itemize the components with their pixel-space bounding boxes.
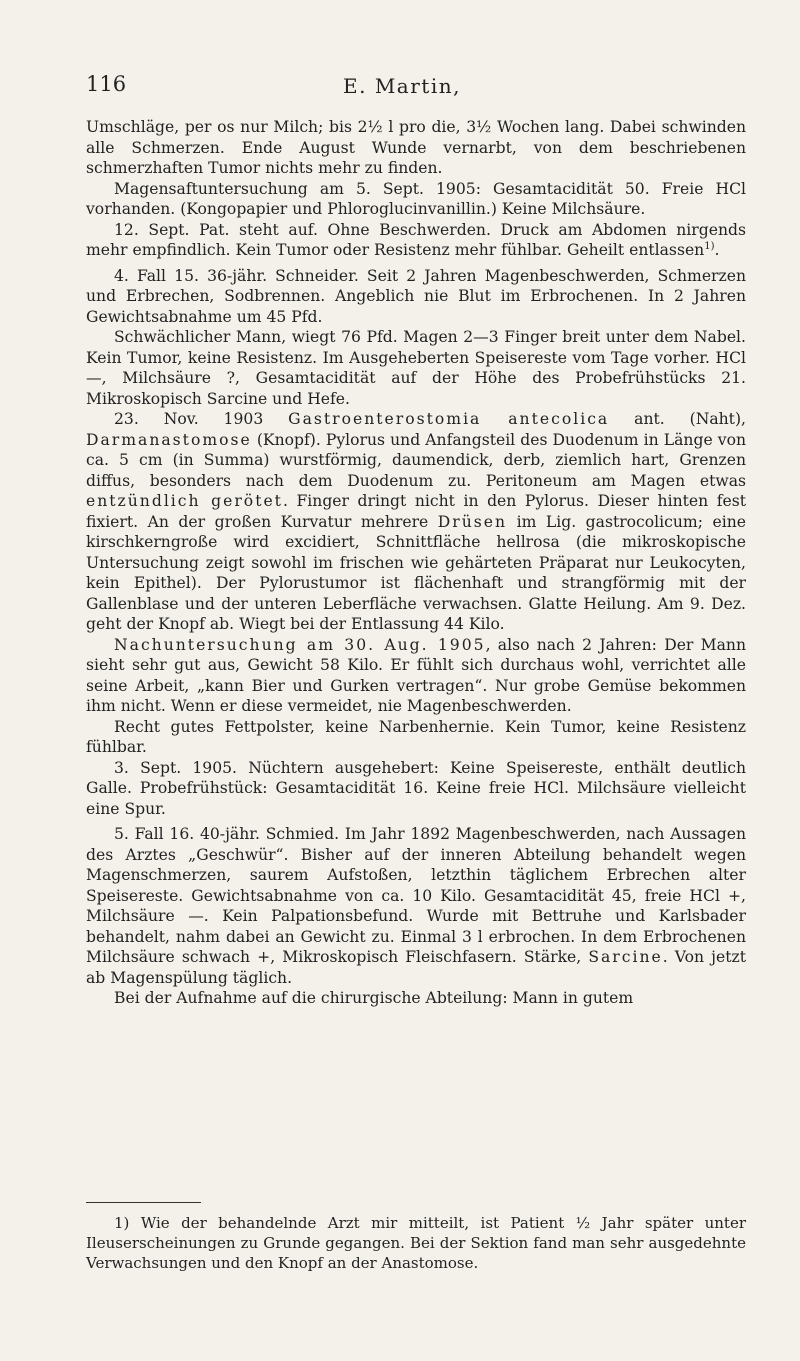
paragraph: 4. Fall 15. 36-jähr. Schneider. Seit 2 Jahren Magenbeschwerden, Schmerzen und Erbrechen, Sodbrennen. Angeblich nie Blut im Erbrochenen. In 2 Jahren Gewichtsabnahme um 45 Pfd. [86,266,746,326]
paragraph: 3. Sept. 1905. Nüchtern ausgehebert: Keine Speisereste, enthält deutlich Galle. Probefrühstück: Gesamtacidität 16. Keine freie HCl. Milchsäure vielleicht eine Spur. [86,758,746,818]
text-run: 12. Sept. Pat. steht auf. Ohne Beschwerden. Druck am Abdomen nirgends mehr empfindlich. Kein Tumor oder Resistenz mehr fühlbar. Geheilt entlassen [86,220,746,259]
text-run: . Finger dringt nicht in den Pylorus. Dieser hinten fest fixiert. An der großen Kurvatur mehrere [86,492,746,531]
spaced-term: Nachuntersuchung am 30. Aug. 1905 [114,635,486,654]
page-number: 116 [86,72,127,96]
paragraph: Bei der Aufnahme auf die chirurgische Abteilung: Mann in gutem [114,989,634,1007]
paragraph: Schwächlicher Mann, wiegt 76 Pfd. Magen 2—3 Finger breit unter dem Nabel. Kein Tumor, keine Resistenz. Im Ausgeheberten Speisereste vom Tage vorher. HCl —, Milchsäure ?, Gesamtacidität auf der Höhe des Probefrühstücks 21. Mikroskopisch Sarcine und Hefe. [86,328,746,408]
paragraph [86,635,746,717]
text-run: . Von jetzt ab Magenspülung täglich. [86,948,746,987]
paragraph [86,220,746,261]
text-run: 23. Nov. 1903 [114,410,289,428]
paragraph: Recht gutes Fettpolster, keine Narbenhernie. Kein Tumor, keine Resistenz fühlbar. [86,717,746,756]
text-run: ant. (Naht), [609,410,746,428]
text-run: . [714,241,720,259]
paragraph [86,409,746,635]
paragraph: Umschläge, per os nur Milch; bis 2½ l pro die, 3½ Wochen lang. Dabei schwinden alle Schmerzen. Ende August Wunde vernarbt, von dem beschriebenen schmerzhaften Tumor nichts mehr zu finden. [86,118,746,177]
footnote [86,1213,746,1273]
text-run: (Knopf). Pylorus und Anfangsteil des Duodenum in Länge von ca. 5 cm (in Summa) wurstförmig, daumendick, derb, ziemlich hart, Grenzen diffus, besonders nach dem Duodenum zu. Peritoneum am Magen etwas [86,430,746,490]
spaced-term: Drüsen [437,512,508,531]
footnote-text: 1) Wie der behandelnde Arzt mir mitteilt, ist Patient ½ Jahr später unter Ileuserscheinungen zu Grunde gegangen. Bei der Sektion fand man sehr ausgedehnte Verwachsungen und den Knopf an der Anastomose. [86,1214,746,1272]
body-text [86,117,746,1009]
paragraph [86,824,746,988]
footnote-marker[interactable]: 1) [704,240,715,252]
spaced-term: Darmanastomose [86,430,252,449]
footnote-rule [86,1202,201,1203]
running-title: E. Martin, [343,74,461,98]
spaced-term: Gastroenterostomia antecolica [288,410,610,428]
spaced-term: Sarcine [588,948,663,966]
page-header [0,72,800,104]
text-run: im Lig. gastrocolicum; eine kirschkerngroße wird excidiert, Schnittfläche hellrosa (die mikroskopische Untersuchung zeigt sowohl im frischen wie gehärteten Präparat nur Leukocyten, kein Epithel). Der Pylorustumor ist flächenhaft und strangförmig mit der Gallenblase und der unteren Leberfläche verwachsen. Glatte Heilung. Am 9. Dez. geht der Knopf ab. Wiegt bei der Entlassung 44 Kilo. [86,512,746,633]
text-run: , also nach 2 Jahren: Der Mann sieht sehr gut aus, Gewicht 58 Kilo. Er fühlt sich durchaus wohl, verrichtet alle seine Arbeit, „kann Bier und Gurken vertragen“. Nur grobe Gemüse bekommen ihm nicht. Wenn er diese vermeidet, nie Magenbeschwerden. [86,635,746,715]
paragraph: Magensaftuntersuchung am 5. Sept. 1905: Gesamtacidität 50. Freie HCl vorhanden. (Kongopapier und Phloroglucinvanillin.) Keine Milchsäure. [86,179,746,218]
spaced-term: entzündlich gerötet [86,492,283,510]
text-run: 5. Fall 16. 40-jähr. Schmied. Im Jahr 1892 Magenbeschwerden, nach Aussagen des Arztes „Geschwür“. Bisher auf der inneren Abteilung behandelt wegen Magenschmerzen, saurem Aufstoßen, letzthin täglichem Erbrechen alter Speisereste. Gewichtsabnahme von ca. 10 Kilo. Gesamtacidität 45, freie HCl +, Milchsäure —. Kein Palpationsbefund. Wurde mit Bettruhe und Karlsbader behandelt, nahm dabei an Gewicht zu. Einmal 3 l erbrochen. In dem Erbrochenen Milchsäure schwach +, Mikroskopisch Fleischfasern. Stärke, [86,825,746,966]
